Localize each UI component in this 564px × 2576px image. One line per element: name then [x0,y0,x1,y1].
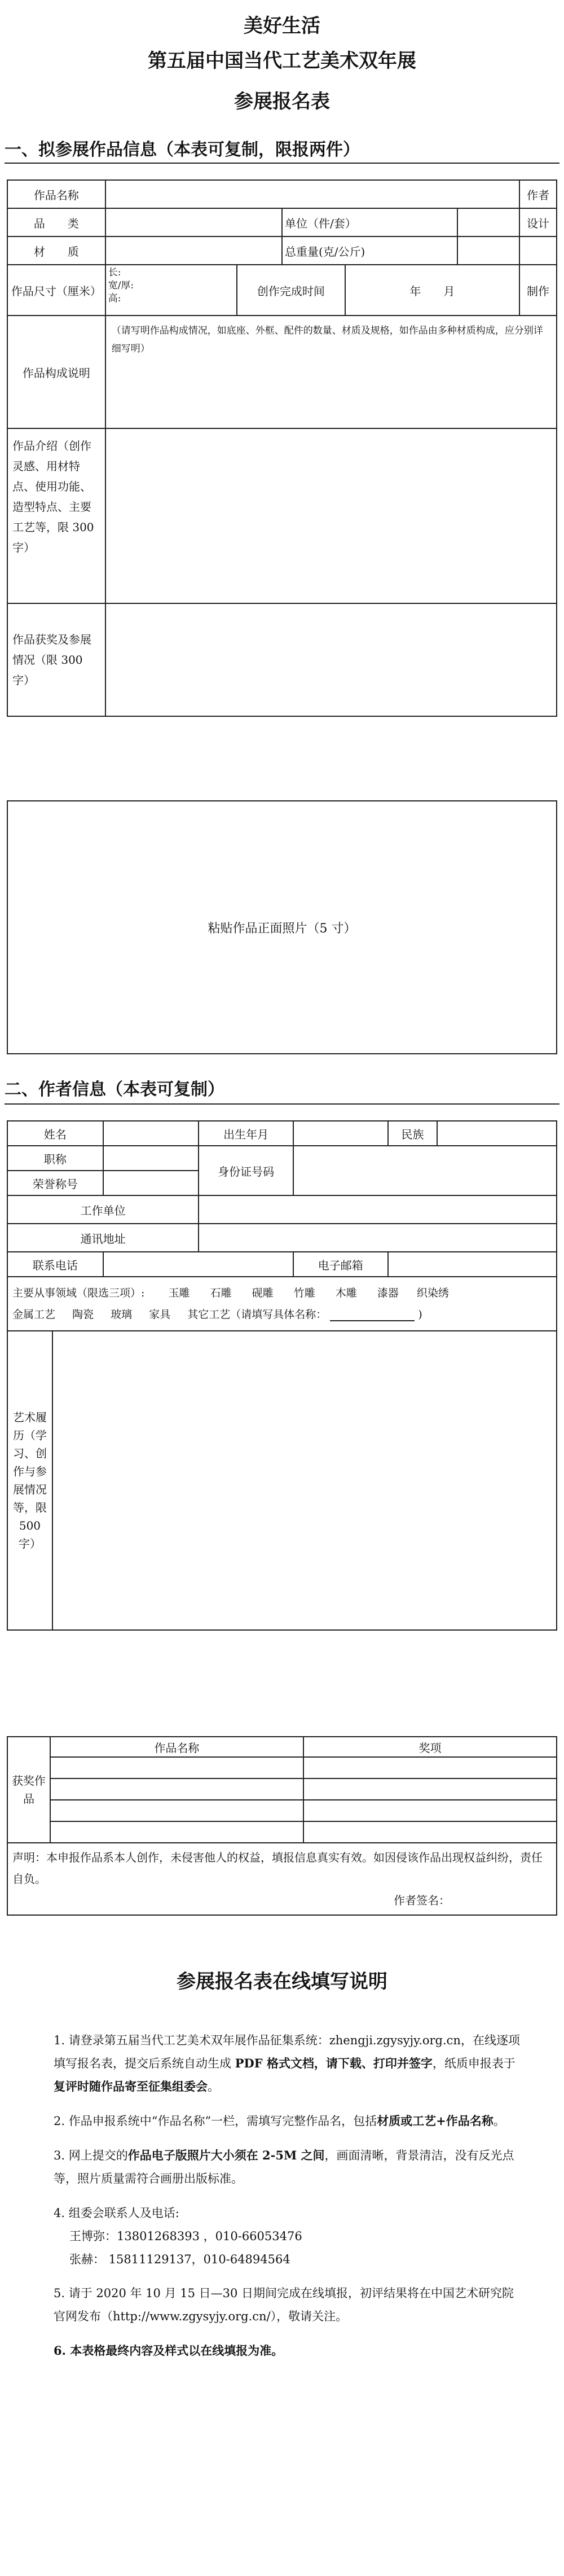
field-option[interactable]: 漆器 [377,1287,399,1299]
instruction-text: 4. 组委会联系人及电话: [54,2206,179,2220]
unit-input[interactable] [457,208,519,236]
instruction-item-4 [54,2202,522,2271]
col-work-name: 作品名称 [50,1737,303,1757]
name-input[interactable] [103,1121,199,1146]
instruction-emphasis: 复评时随作品寄至征集组委会 [54,2079,208,2093]
employer-label: 工作单位 [7,1195,199,1224]
awards-input[interactable] [105,603,557,716]
instructions-title: 参展报名表在线填写说明 [177,1970,387,1993]
form-title: 参展报名表 [234,90,330,113]
name-label: 姓名 [7,1121,103,1146]
instruction-text: ，纸质申报表于 [432,2056,515,2070]
honor-input[interactable] [103,1171,199,1195]
birth-input[interactable] [293,1121,388,1146]
declaration-cell [7,1843,557,1915]
instruction-item-3 [54,2144,522,2191]
section2-heading: 二、作者信息（本表可复制） [5,1080,224,1099]
field-option[interactable]: 砚雕 [252,1287,274,1299]
intro-label: 作品介绍（创作灵感、用材特点、使用功能、造型特点、主要工艺等，限 300 字） [7,428,105,603]
weight-label: 总重量(克/公斤) [282,236,457,265]
material-input[interactable] [105,236,282,265]
weight-input[interactable] [457,236,519,265]
field-other-label: 其它工艺（请填写具体名称： [187,1308,327,1321]
section1-rule [5,163,559,164]
field-option[interactable]: 织染绣 [416,1287,449,1299]
instructions-list [54,2029,522,2374]
field-other-close: ) [418,1308,422,1321]
production-label: 制作 [519,265,557,316]
completion-time-label: 创作完成时间 [237,265,345,316]
instruction-text: 2. 作品申报系统中“作品名称”一栏，需填写完整作品名，包括 [54,2114,377,2128]
field-option[interactable]: 木雕 [335,1287,357,1299]
size-label: 作品尺寸（厘米） [7,265,105,316]
composition-note[interactable]: （请写明作品构成情况，如底座、外框、配件的数量、材质及规格，如作品由多种材质构成，应分别详细写明） [105,316,557,428]
field-option[interactable]: 家具 [149,1308,171,1321]
design-input[interactable] [519,236,557,265]
height-label: 高: [108,292,121,304]
photo-label: 粘贴作品正面照片（5 寸） [208,921,356,936]
photo-placeholder[interactable] [7,800,557,1054]
section1-heading: 一、拟参展作品信息（本表可复制，限报两件） [5,140,360,160]
id-input[interactable] [293,1146,557,1195]
year-month-input[interactable]: 年 月 [345,265,519,316]
resume-input[interactable] [52,1331,557,1630]
col-award: 奖项 [303,1737,557,1757]
instruction-emphasis: 作品电子版照片大小须在 2-5M 之间 [127,2148,325,2162]
instruction-text: 3. 网上提交的 [54,2148,128,2162]
id-label: 身份证号码 [199,1146,293,1195]
award-works-label: 获奖作品 [7,1737,50,1843]
work-name-input[interactable] [105,180,519,208]
composition-label: 作品构成说明 [7,316,105,428]
category-label: 品 类 [7,208,105,236]
instruction-text: 1. 请登录第五届当代工艺美术双年展作品征集系统：zhengji.zgysyjy.org.cn，在线逐项填写报名表，提交后系统自动生成 [54,2034,520,2070]
instruction-emphasis: 材质或工艺+作品名称 [377,2113,493,2128]
instruction-item-2 [54,2110,522,2133]
declaration-text: 声明：本申报作品系本人创作，未侵害他人的权益，填报信息真实有效。如因侵该作品出现权益纠纷，责任自负。 [12,1851,543,1886]
design-label: 设计 [519,208,557,236]
material-label: 材 质 [7,236,105,265]
award-input[interactable] [303,1800,557,1821]
awards-label: 作品获奖及参展情况（限 300 字） [7,603,105,716]
address-input[interactable] [199,1224,557,1252]
size-fields[interactable] [105,265,237,316]
employer-input[interactable] [199,1195,557,1224]
signature-label: 作者签名： [394,1894,450,1907]
instruction-text: ，画面清晰，背景清洁，没有反光点等，照片质量需符合画册出版标准。 [54,2148,514,2185]
award-work-name-input[interactable] [50,1821,303,1843]
field-option[interactable]: 陶瓷 [72,1308,94,1321]
instruction-text: 。 [493,2114,505,2128]
address-label: 通讯地址 [7,1224,199,1252]
field-option[interactable]: 玉雕 [168,1287,190,1299]
contact-wang: 王博弥：13801268393 ，010-66053476 [69,2229,302,2243]
award-work-name-input[interactable] [50,1800,303,1821]
width-label: 宽/厚: [108,279,134,291]
length-label: 长: [108,267,121,278]
work-name-label: 作品名称 [7,180,105,208]
title-input[interactable] [103,1146,199,1171]
category-input[interactable] [105,208,282,236]
contact-zhang: 张赫： 15811129137，010-64894564 [69,2252,290,2266]
instruction-text: 5. 请于 2020 年 10 月 15 日—30 日期间完成在线填报，初评结果将在中国艺术研究院官网发布（http://www.zgysyjy.org.cn/），敬请关注。 [54,2286,514,2324]
author-label: 作者 [519,180,557,208]
award-works-table [7,1736,557,1916]
exhibition-title: 第五届中国当代工艺美术双年展 [148,50,416,72]
award-work-name-input[interactable] [50,1757,303,1778]
award-input[interactable] [303,1778,557,1800]
ethnicity-input[interactable] [437,1121,557,1146]
instruction-item-1 [54,2029,522,2099]
section2-rule [5,1103,559,1105]
award-work-name-input[interactable] [50,1778,303,1800]
award-input[interactable] [303,1821,557,1843]
exhibition-theme: 美好生活 [244,15,320,37]
field-option[interactable]: 玻璃 [111,1308,133,1321]
phone-label: 联系电话 [7,1252,103,1277]
resume-label: 艺术履历（学习、创作与参展情况等，限 500 字） [7,1331,52,1630]
signature-row [12,1890,552,1911]
fields-cell [7,1277,557,1331]
author-info-table [7,1120,557,1631]
field-option[interactable]: 金属工艺 [12,1308,56,1321]
ethnicity-label: 民族 [388,1121,438,1146]
intro-input[interactable] [105,428,557,603]
instruction-item-6 [54,2340,522,2363]
email-label: 电子邮箱 [293,1252,388,1277]
field-other-input[interactable] [330,1309,415,1321]
field-option[interactable]: 石雕 [210,1287,232,1299]
unit-label: 单位（件/套） [282,208,457,236]
honor-label: 荣誉称号 [7,1171,103,1195]
instruction-item-5 [54,2282,522,2328]
phone-input[interactable] [103,1252,293,1277]
title-label: 职称 [7,1146,103,1171]
instruction-text: 。 [208,2079,219,2093]
work-info-table [7,179,557,717]
instruction-emphasis: 6. 本表格最终内容及样式以在线填报为准。 [54,2343,284,2358]
award-input[interactable] [303,1757,557,1778]
instruction-emphasis: PDF 格式文档，请下载、打印并签字 [235,2056,433,2070]
field-option[interactable]: 竹雕 [293,1287,315,1299]
fields-row1 [12,1282,552,1304]
birth-label: 出生年月 [199,1121,293,1146]
fields-row2 [12,1304,552,1325]
email-input[interactable] [388,1252,557,1277]
fields-label: 主要从事领域（限选三项）: [12,1287,145,1299]
